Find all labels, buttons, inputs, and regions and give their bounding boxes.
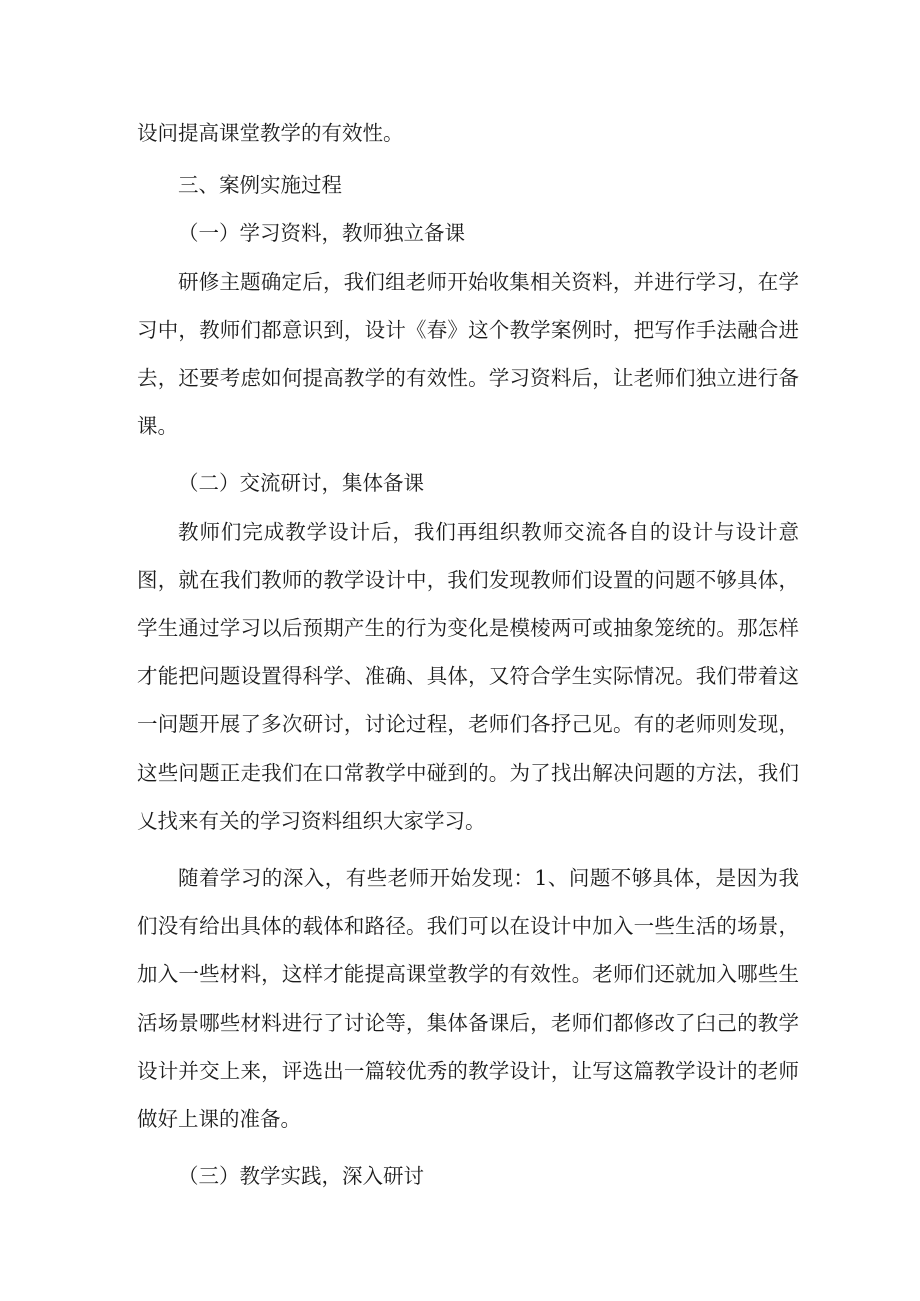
subsection-2-paragraph-1: 教师们完成教学设计后，我们再组织教师交流各自的设计与设计意图，就在我们教师的教学设计中，我们发现教师们设置的问题不够具体，学生通过学习以后预期产生的行为变化是模棱两可或抽象笼统的。那怎样才能把问题设置得科学、准确、具体，又符合学生实际情况。我们带着这一问题开展了多次研讨，讨论过程，老师们各抒己见。有的老师则发现，这些问题正走我们在口常教学中碰到的。为了找出解决问题的方法，我们乂找来有关的学习资料组织大家学习。	[137, 519, 799, 833]
subsection-2-paragraph-2: 随着学习的深入，有些老师开始发现：1、问题不够具体，是因为我们没有给出具体的载体和路径。我们可以在设计中加入一些生活的场景，加入一些材料，这样才能提高课堂教学的有效性。老师们还就加入哪些生活场景哪些材料进行了讨论等，集体备课后，老师们都修改了臼己的教学设计并交上来，评选出一篇较优秀的教学设计，让写这篇教学设计的老师做好上课的准备。	[137, 866, 799, 1132]
subsection-2-heading: （二）交流研讨，集体备课	[178, 471, 424, 496]
subsection-1-paragraph: 研修主题确定后，我们组老师开始收集相关资料，并进行学习，在学习中，教师们都意识到，设计《春》这个教学案例时，把写作手法融合进去，还要考虑如何提高教学的有效性。学习资料后，让老师们独立进行备课。	[137, 269, 799, 439]
subsection-3-heading: （三）教学实践，深入研讨	[178, 1164, 424, 1189]
document-page	[137, 109, 799, 1200]
subsection-1-heading: （一）学习资料，教师独立备课	[178, 221, 465, 246]
continuation-paragraph: 设问提高课堂教学的有效性。	[137, 121, 404, 145]
section-3-heading: 三、案例实施过程	[178, 173, 342, 198]
